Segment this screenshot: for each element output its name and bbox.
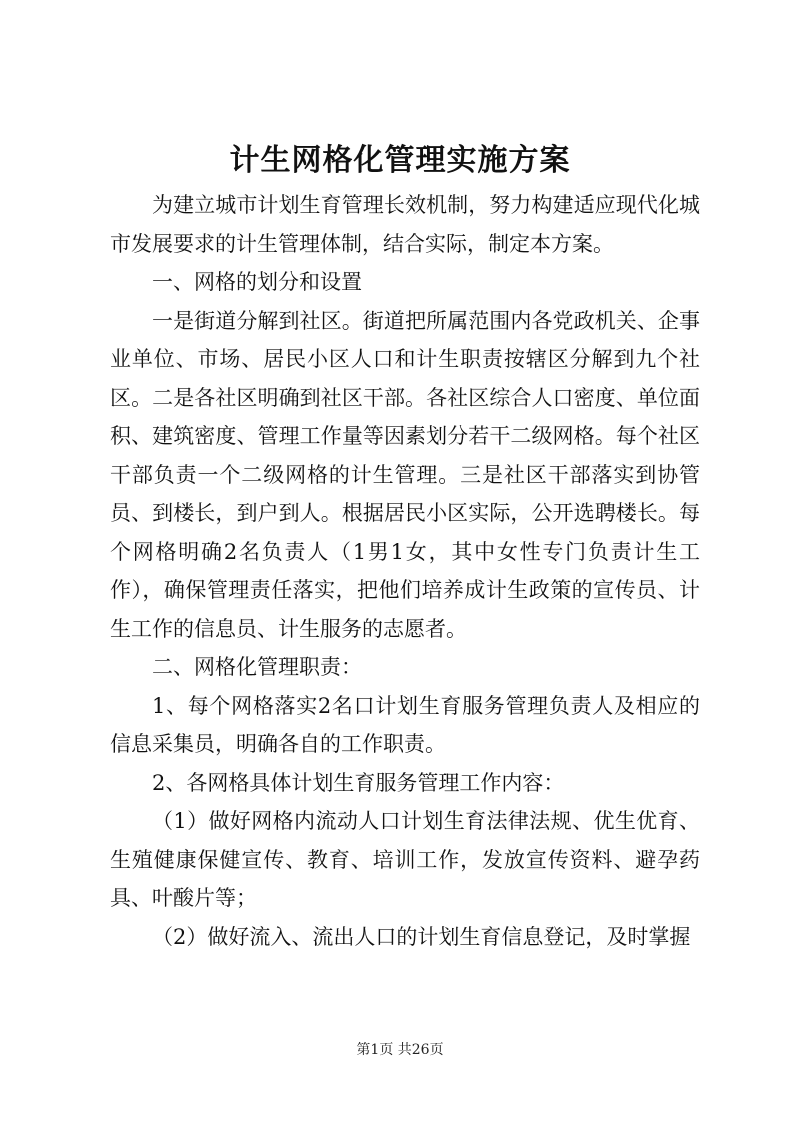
intro-paragraph: 为建立城市计划生育管理长效机制，努力构建适应现代化城市发展要求的计生管理体制，结合实际，制定本方案。 [110,193,700,256]
document-body [110,186,700,956]
duty-item-1: 1、每个网格落实2名口计划生育服务管理负责人及相应的信息采集员，明确各自的工作职责。 [110,693,700,756]
duty-subitem-1: （1）做好网格内流动人口计划生育法律法规、优生优育、生殖健康保健宣传、教育、培训工作，发放宣传资料、避孕药具、叶酸片等； [110,809,700,910]
document-title: 计生网格化管理实施方案 [229,143,571,178]
grid-division-paragraph: 一是街道分解到社区。街道把所属范围内各党政机关、企事业单位、市场、居民小区人口和计生职责按辖区分解到九个社区。二是各社区明确到社区干部。各社区综合人口密度、单位面积、建筑密度、管理工作量等因素划分若干二级网格。每个社区干部负责一个二级网格的计生管理。三是社区干部落实到协管员、到楼长，到户到人。根据居民小区实际，公开选聘楼长。每个网格明确2名负责人（1男1女，其中女性专门负责计生工作），确保管理责任落实，把他们培养成计生政策的宣传员、计生工作的信息员、计生服务的志愿者。 [110,308,700,641]
duty-item-2: 2、各网格具体计划生育服务管理工作内容： [152,770,565,795]
section-heading-grid-division: 一、网格的划分和设置 [152,270,362,294]
section-heading-grid-duties: 二、网格化管理职责： [152,655,362,679]
duty-subitem-2: （2）做好流入、流出人口的计划生育信息登记，及时掌握 [152,924,691,949]
page-number-footer: 第1页 共26页 [356,1042,444,1058]
